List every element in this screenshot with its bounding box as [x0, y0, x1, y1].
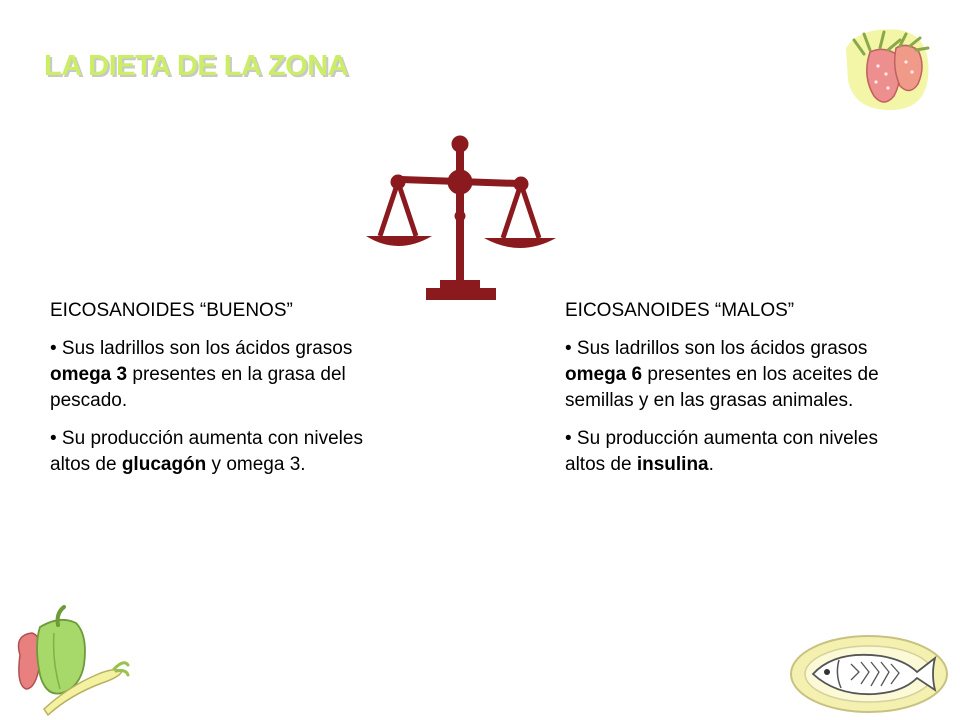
insulin-term: insulina: [636, 454, 709, 475]
good-eicosanoids-column: [50, 298, 380, 490]
omega3-term: omega 3: [50, 364, 128, 385]
glucagon-term: glucagón: [121, 454, 207, 475]
bad-bullet-omega6: • Sus ladrillos son los ácidos grasos omega 6 presentes en los aceites de semillas y en las grasas animales.: [565, 338, 879, 411]
bad-bullet-insulin: • Su producción aumenta con niveles altos de insulina.: [565, 428, 878, 475]
vegetables-icon: [10, 605, 130, 717]
fish-plate-icon: [785, 628, 950, 718]
omega6-term: omega 6: [565, 364, 643, 385]
balance-scale-icon: [360, 130, 560, 305]
good-eicosanoids-heading: EICOSANOIDES “BUENOS”: [50, 300, 293, 321]
bad-eicosanoids-heading: EICOSANOIDES “MALOS”: [565, 300, 795, 321]
bad-eicosanoids-column: [565, 298, 895, 490]
good-bullet-glucagon: • Su producción aumenta con niveles altos de glucagón y omega 3.: [50, 428, 363, 475]
slide-title: LA DIETA DE LA ZONA: [44, 50, 349, 82]
good-bullet-omega3: • Sus ladrillos son los ácidos grasos omega 3 presentes en la grasa del pescado.: [50, 338, 353, 411]
strawberries-icon: [840, 18, 940, 113]
